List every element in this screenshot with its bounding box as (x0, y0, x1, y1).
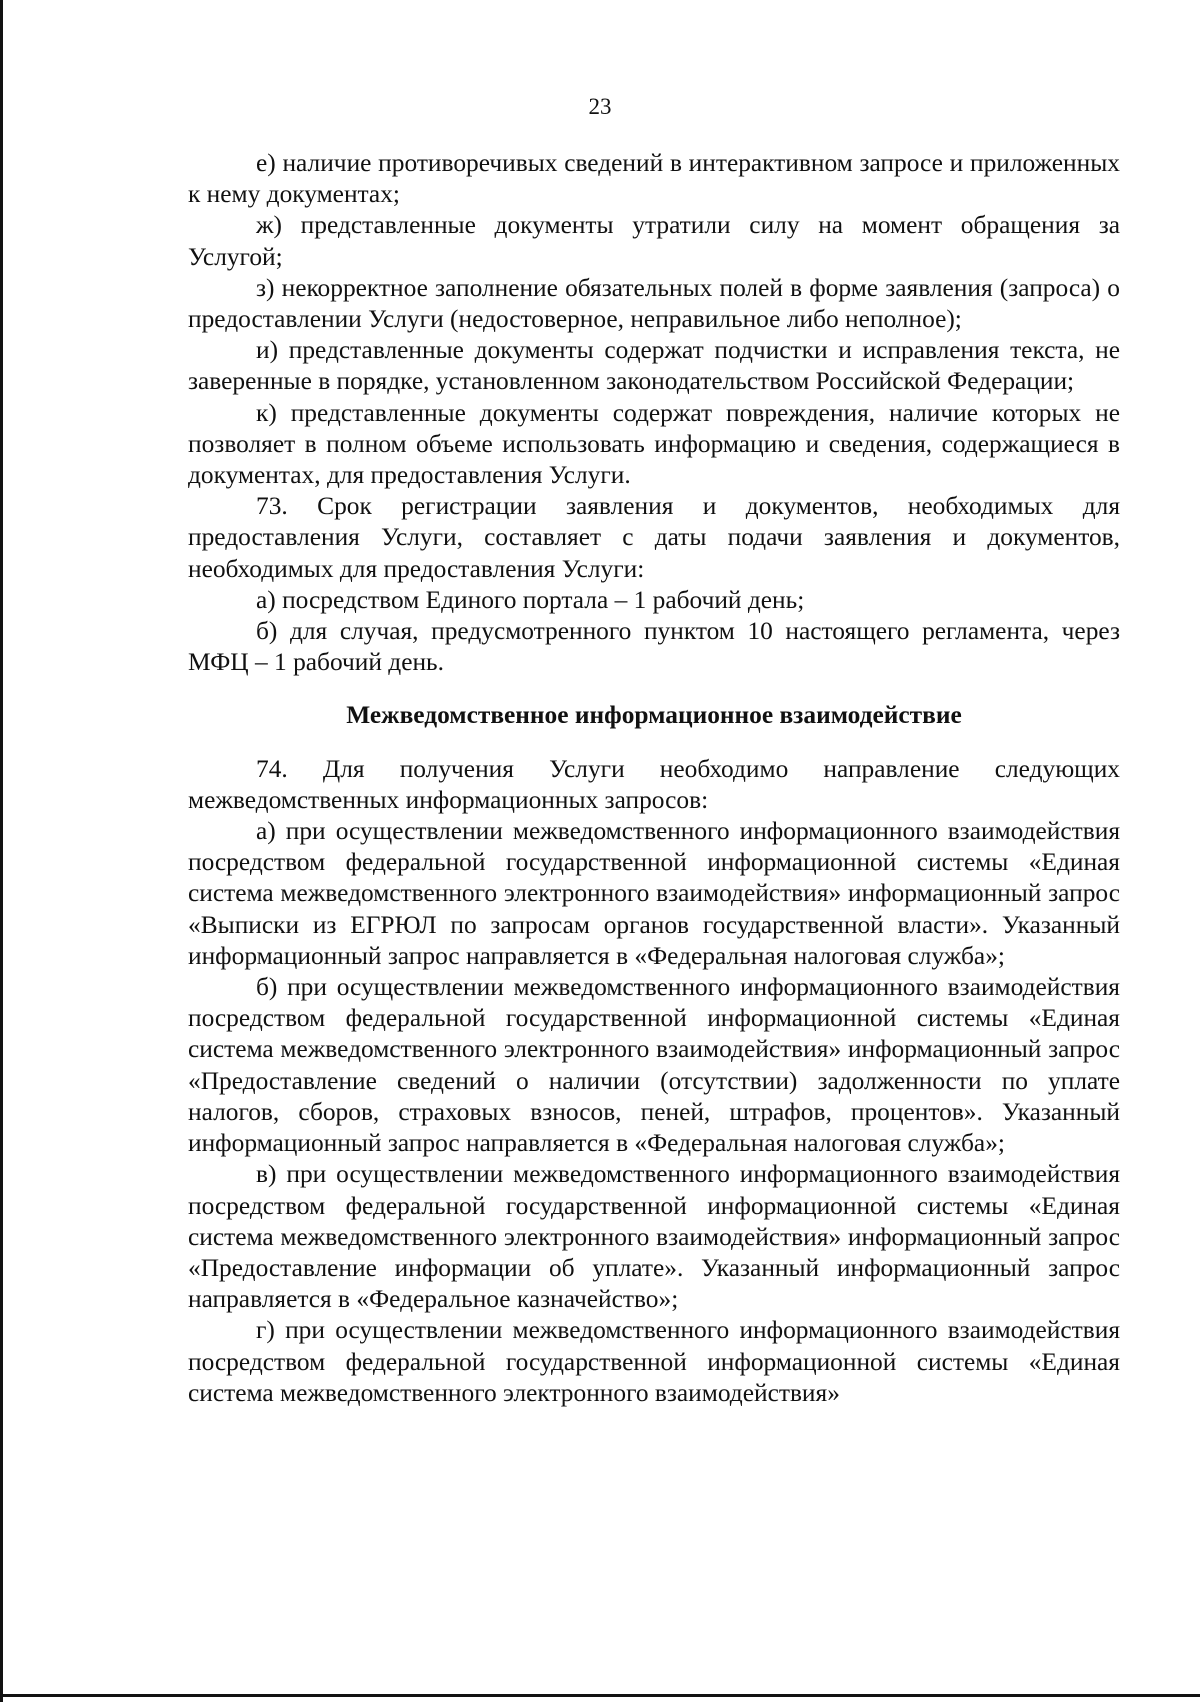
section-heading: Межведомственное информационное взаимодействие (346, 701, 962, 730)
paragraph-clause-73-a: а) посредством Единого портала – 1 рабочий день; (256, 585, 805, 614)
scan-edge-bottom (0, 1694, 1200, 1697)
paragraph-item-z: з) некорректное заполнение обязательных полей в форме заявления (запроса) о предоставлении Услуги (недостоверное, неправильное либо неполное); (188, 273, 1120, 334)
scan-edge-left (0, 0, 3, 1702)
document-body (188, 148, 1120, 1409)
paragraph-item-i: и) представленные документы содержат подчистки и исправления текста, не заверенные в порядке, установленном законодательством Российской Федерации; (188, 336, 1120, 396)
paragraph-clause-74-a: а) при осуществлении межведомственного информационного взаимодействия посредством федеральной государственной информационной системы «Единая система межведомственного электронного взаимодействия» информационный запрос «Выписки из ЕГРЮЛ по запросам органов государственной власти». Указанный информационный запрос направляется в «Федеральная налоговая служба»; (188, 817, 1120, 970)
paragraph-clause-74: 74. Для получения Услуги необходимо направление следующих межведомственных информационных запросов: (188, 754, 1120, 814)
paragraph-clause-74-g: г) при осуществлении межведомственного информационного взаимодействия посредством федеральной государственной информационной системы «Единая система межведомственного электронного взаимодействия» (188, 1316, 1120, 1407)
paragraph-clause-74-v: в) при осуществлении межведомственного информационного взаимодействия посредством федеральной государственной информационной системы «Единая система межведомственного электронного взаимодействия» информационный запрос «Предоставление информации об уплате». Указанный информационный запрос направляется в «Федеральное казначейство»; (188, 1160, 1120, 1314)
paragraph-item-e: е) наличие противоречивых сведений в интерактивном запросе и приложенных к нему документах; (188, 149, 1120, 209)
paragraph-item-zh: ж) представленные документы утратили силу на момент обращения за Услугой; (188, 211, 1120, 271)
paragraph-clause-74-b: б) при осуществлении межведомственного информационного взаимодействия посредством федеральной государственной информационной системы «Единая система межведомственного электронного взаимодействия» информационный запрос «Предоставление сведений о наличии (отсутствии) задолженности по уплате налогов, сборов, страховых взносов, пеней, штрафов, процентов». Указанный информационный запрос направляется в «Федеральная налоговая служба»; (188, 973, 1120, 1158)
paragraph-clause-73-b: б) для случая, предусмотренного пунктом 10 настоящего регламента, через МФЦ – 1 рабочий день. (188, 617, 1120, 677)
paragraph-clause-73: 73. Срок регистрации заявления и документов, необходимых для предоставления Услуги, составляет с даты подачи заявления и документов, необходимых для предоставления Услуги: (188, 492, 1120, 583)
paragraph-item-k: к) представленные документы содержат повреждения, наличие которых не позволяет в полном объеме использовать информацию и сведения, содержащиеся в документах, для предоставления Услуги. (188, 398, 1120, 490)
page-number: 23 (588, 94, 612, 119)
